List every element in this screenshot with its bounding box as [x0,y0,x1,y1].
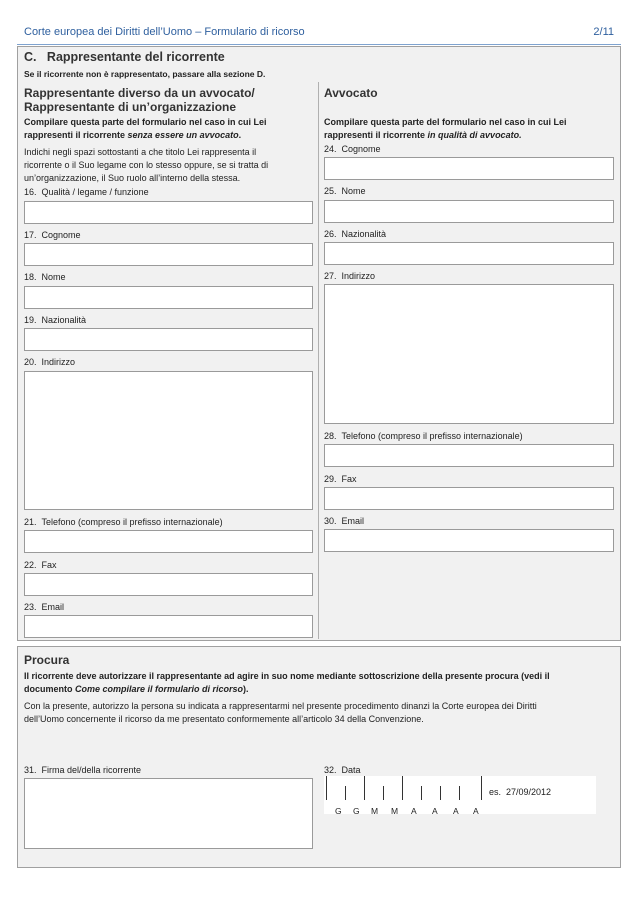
field-30-label: 30. Email [324,516,365,526]
field-25-label: 25. Nome [324,186,366,196]
field-23-label: 23. Email [24,602,65,612]
field-31-label: 31. Firma del/della ricorrente [24,765,142,775]
procura-instruction: Il ricorrente deve autorizzare il rappresentante ad agire in suo nome mediante sottoscrizione della presente procura (vedi il documento Come compilare il formulario di ricorso). [24,671,550,694]
procura-text: Con la presente, autorizzo la persona su indicata a rappresentarmi nel presente procedimento dinanzi la Corte europea dei Diritti dell’Uomo concernente il ricorso da me presentato conformemente all’articolo 34 della Convenzione. [24,701,537,724]
date-letter-a: A [453,806,459,816]
page-header [24,26,614,40]
signature-field[interactable] [24,778,313,849]
field-32-label: 32. Data [324,765,361,775]
field-16-input[interactable] [24,201,313,224]
field-28-input[interactable] [324,444,614,467]
date-letter-a: A [432,806,438,816]
header-rule [17,44,621,45]
field-20-label: 20. Indirizzo [24,357,76,367]
field-21-input[interactable] [24,530,313,553]
field-22-label: 22. Fax [24,560,57,570]
date-cell-line [481,776,482,800]
field-27-input[interactable] [324,284,614,424]
date-cell-line [421,786,422,800]
right-instruction: Compilare questa parte del formulario nel caso in cui Lei rappresenti il ricorrente in qualità di avvocato. [324,117,567,140]
field-24-input[interactable] [324,157,614,180]
left-help-text: Indichi negli spazi sottostanti a che titolo Lei rappresenta il ricorrente o il Suo legame con lo stesso oppure, se si tratta di un’organizzazione, il Suo ruolo all’interno della stessa. [24,147,269,183]
date-cell-line [345,786,346,800]
field-23-input[interactable] [24,615,313,638]
left-column-title: Rappresentante diverso da un avvocato/ Rappresentante di un’organizzazione [24,86,255,114]
date-letter-g: G [335,806,342,816]
date-letter-a: A [411,806,417,816]
section-c-title: C. Rappresentante del ricorrente [24,50,225,64]
field-29-label: 29. Fax [324,474,357,484]
field-21-label: 21. Telefono (compreso il prefisso internazionale) [24,517,223,527]
field-17-label: 17. Cognome [24,230,81,240]
field-18-label: 18. Nome [24,272,66,282]
date-cell-line [326,776,327,800]
header-title: Corte europea dei Diritti dell’Uomo – Formulario di ricorso [24,26,305,38]
field-26-input[interactable] [324,242,614,265]
field-20-input[interactable] [24,371,313,510]
field-30-input[interactable] [324,529,614,552]
date-field[interactable] [324,776,596,814]
field-18-input[interactable] [24,286,313,309]
field-27-label: 27. Indirizzo [324,271,376,281]
right-column-title: Avvocato [324,86,378,100]
field-25-input[interactable] [324,200,614,223]
page-number: 2/11 [593,26,614,38]
field-19-label: 19. Nazionalità [24,315,87,325]
field-22-input[interactable] [24,573,313,596]
field-17-input[interactable] [24,243,313,266]
date-letter-m: M [391,806,399,816]
field-26-label: 26. Nazionalità [324,229,387,239]
date-letter-a: A [473,806,479,816]
left-instruction: Compilare questa parte del formulario nel caso in cui Lei rappresenti il ricorrente senza essere un avvocato. [24,117,267,140]
field-24-label: 24. Cognome [324,144,381,154]
date-cell-line [440,786,441,800]
field-19-input[interactable] [24,328,313,351]
field-28-label: 28. Telefono (compreso il prefisso internazionale) [324,431,523,441]
field-29-input[interactable] [324,487,614,510]
field-16-label: 16. Qualità / legame / funzione [24,187,149,197]
date-cell-line [459,786,460,800]
date-letter-g: G [353,806,360,816]
date-example: es. 27/09/2012 [489,787,552,797]
procura-title: Procura [24,653,70,667]
date-letter-m: M [371,806,379,816]
date-cell-line [402,776,403,800]
column-divider [318,82,319,639]
date-cell-line [383,786,384,800]
date-cell-line [364,776,365,800]
section-c-note: Se il ricorrente non è rappresentato, passare alla sezione D. [24,69,266,79]
